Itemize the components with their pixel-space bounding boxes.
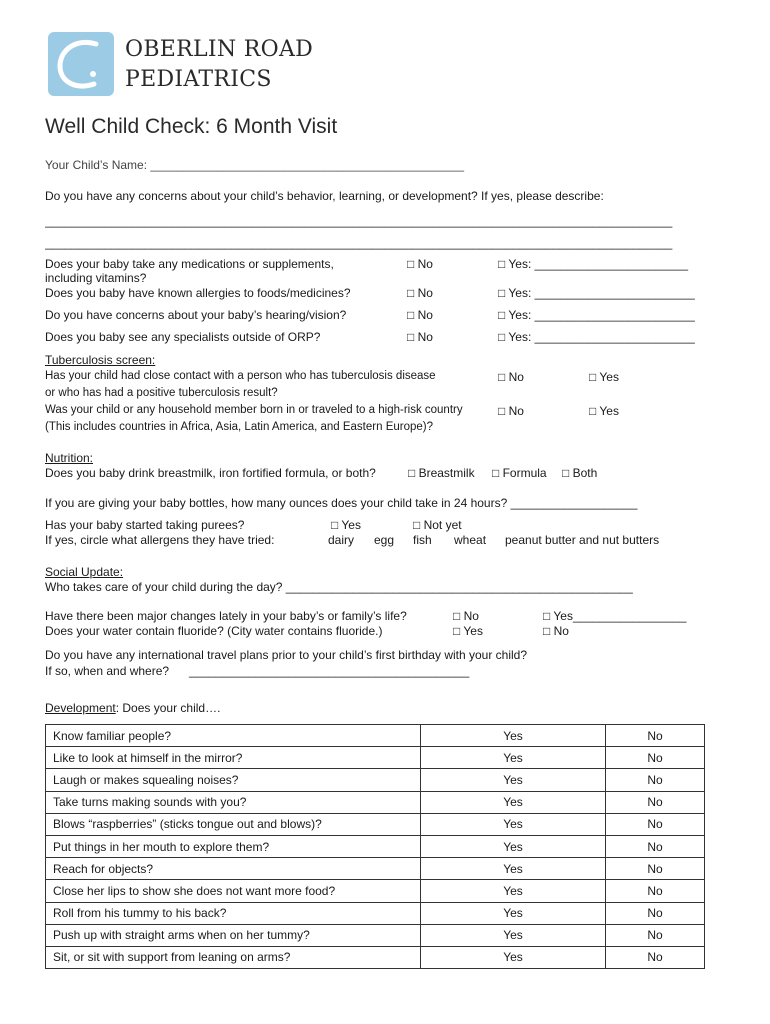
milestone-yes-option[interactable]: Yes xyxy=(421,902,606,924)
tb-travel-no-checkbox[interactable]: □ No xyxy=(498,404,524,418)
fluoride-no-checkbox[interactable]: □ No xyxy=(543,624,569,638)
page-title: Well Child Check: 6 Month Visit xyxy=(45,115,338,138)
milestone-no-option[interactable]: No xyxy=(606,791,705,813)
specialists-question: Does you baby see any specialists outside of ORP? xyxy=(45,330,321,344)
allergies-no-checkbox[interactable]: □ No xyxy=(407,286,433,300)
fluoride-yes-checkbox[interactable]: □ Yes xyxy=(453,624,483,638)
milestone-yes-option[interactable]: Yes xyxy=(421,791,606,813)
nutrition-question: Does you baby drink breastmilk, iron fortified formula, or both? xyxy=(45,466,376,480)
table-row xyxy=(46,725,705,747)
milestone-no-option[interactable]: No xyxy=(606,725,705,747)
milestone-yes-option[interactable]: Yes xyxy=(421,747,606,769)
breastmilk-checkbox[interactable]: □ Breastmilk xyxy=(408,466,475,480)
milestone-question: Like to look at himself in the mirror? xyxy=(46,747,421,769)
specialists-yes-checkbox[interactable]: □ Yes: ________________________ xyxy=(498,330,695,344)
purees-yes-checkbox[interactable]: □ Yes xyxy=(331,518,361,532)
medications-yes-checkbox[interactable]: □ Yes: _______________________ xyxy=(498,257,689,271)
milestone-question: Put things in her mouth to explore them? xyxy=(46,835,421,857)
tb-travel-yes-checkbox[interactable]: □ Yes xyxy=(589,404,619,418)
table-row xyxy=(46,791,705,813)
hearing-yes-checkbox[interactable]: □ Yes: ________________________ xyxy=(498,308,695,322)
development-heading: Development xyxy=(45,701,116,715)
tb-contact-question-cont: or who has had a positive tuberculosis result? xyxy=(45,387,278,399)
milestone-question: Reach for objects? xyxy=(46,858,421,880)
logo-text-line2: PEDIATRICS xyxy=(125,67,272,92)
milestone-no-option[interactable]: No xyxy=(606,858,705,880)
purees-question: Has your baby started taking purees? xyxy=(45,518,245,532)
milestone-yes-option[interactable]: Yes xyxy=(421,725,606,747)
concerns-line-2[interactable]: ______________________________________________________________________________________________ xyxy=(45,236,673,250)
milestone-question: Push up with straight arms when on her tummy? xyxy=(46,924,421,946)
tb-contact-question: Has your child had close contact with a person who has tuberculosis disease xyxy=(45,370,436,382)
milestone-no-option[interactable]: No xyxy=(606,835,705,857)
milestone-no-option[interactable]: No xyxy=(606,880,705,902)
nutrition-heading: Nutrition: xyxy=(45,451,94,465)
changes-no-checkbox[interactable]: □ No xyxy=(453,609,479,623)
milestone-question: Roll from his tummy to his back? xyxy=(46,902,421,924)
table-row xyxy=(46,835,705,857)
milestone-yes-option[interactable]: Yes xyxy=(421,946,606,968)
milestone-yes-option[interactable]: Yes xyxy=(421,813,606,835)
table-row xyxy=(46,858,705,880)
hearing-question: Do you have concerns about your baby’s hearing/vision? xyxy=(45,308,347,322)
milestone-yes-option[interactable]: Yes xyxy=(421,835,606,857)
child-name-label: Your Child’s Name: xyxy=(45,158,151,172)
allergen-nut-butters[interactable]: peanut butter and nut butters xyxy=(505,533,660,547)
milestone-question: Sit, or sit with support from leaning on arms? xyxy=(46,946,421,968)
milestone-question: Blows “raspberries” (sticks tongue out and blows)? xyxy=(46,813,421,835)
milestone-no-option[interactable]: No xyxy=(606,747,705,769)
concerns-line-1[interactable]: ______________________________________________________________________________________________ xyxy=(45,214,673,228)
allergen-egg[interactable]: egg xyxy=(374,533,395,547)
table-row xyxy=(46,946,705,968)
milestone-yes-option[interactable]: Yes xyxy=(421,924,606,946)
milestone-no-option[interactable]: No xyxy=(606,813,705,835)
fluoride-question: Does your water contain fluoride? (City water contains fluoride.) xyxy=(45,624,383,638)
table-row xyxy=(46,924,705,946)
milestone-question: Laugh or makes squealing noises? xyxy=(46,769,421,791)
travel-when-label: If so, when and where? xyxy=(45,664,170,678)
purees-not-yet-checkbox[interactable]: □ Not yet xyxy=(413,518,462,532)
milestone-yes-option[interactable]: Yes xyxy=(421,880,606,902)
concerns-question: Do you have any concerns about your child’s behavior, learning, or development? If yes, please describe: xyxy=(45,189,604,203)
milestone-no-option[interactable]: No xyxy=(606,769,705,791)
milestone-no-option[interactable]: No xyxy=(606,946,705,968)
medications-no-checkbox[interactable]: □ No xyxy=(407,257,433,271)
travel-when-line[interactable]: __________________________________________ xyxy=(189,664,470,678)
tb-travel-question-cont: (This includes countries in Africa, Asia, Latin America, and Eastern Europe)? xyxy=(45,421,434,433)
milestone-question: Close her lips to show she does not want more food? xyxy=(46,880,421,902)
table-row xyxy=(46,813,705,835)
both-checkbox[interactable]: □ Both xyxy=(562,466,598,480)
allergen-dairy[interactable]: dairy xyxy=(328,533,355,547)
allergen-wheat[interactable]: wheat xyxy=(454,533,487,547)
table-row xyxy=(46,747,705,769)
tb-contact-yes-checkbox[interactable]: □ Yes xyxy=(589,370,619,384)
caregiver-question[interactable]: Who takes care of your child during the day? ____________________________________________________ xyxy=(45,580,633,594)
child-name-line: _______________________________________________ xyxy=(150,158,465,172)
changes-yes-checkbox[interactable]: □ Yes_________________ xyxy=(543,609,687,623)
table-row xyxy=(46,769,705,791)
allergies-question: Does you baby have known allergies to foods/medicines? xyxy=(45,286,351,300)
allergen-fish[interactable]: fish xyxy=(413,533,432,547)
milestone-no-option[interactable]: No xyxy=(606,924,705,946)
allergens-question: If yes, circle what allergens they have tried: xyxy=(45,533,275,547)
tb-travel-question: Was your child or any household member born in or traveled to a high-risk country xyxy=(45,404,463,416)
allergies-yes-checkbox[interactable]: □ Yes: ________________________ xyxy=(498,286,695,300)
social-heading: Social Update: xyxy=(45,565,124,579)
medications-question-cont: including vitamins? xyxy=(45,271,147,285)
child-name-field[interactable] xyxy=(45,158,464,172)
tb-heading: Tuberculosis screen: xyxy=(45,353,156,367)
milestone-question: Know familiar people? xyxy=(46,725,421,747)
milestone-no-option[interactable]: No xyxy=(606,902,705,924)
development-heading-row xyxy=(45,701,220,715)
medications-question: Does your baby take any medications or supplements, xyxy=(45,257,334,271)
travel-question: Do you have any international travel plans prior to your child’s first birthday with your child? xyxy=(45,648,528,662)
development-table xyxy=(45,724,705,969)
table-row xyxy=(46,880,705,902)
formula-checkbox[interactable]: □ Formula xyxy=(492,466,547,480)
milestone-yes-option[interactable]: Yes xyxy=(421,769,606,791)
milestone-yes-option[interactable]: Yes xyxy=(421,858,606,880)
practice-logo-icon xyxy=(46,30,116,98)
specialists-no-checkbox[interactable]: □ No xyxy=(407,330,433,344)
milestone-question: Take turns making sounds with you? xyxy=(46,791,421,813)
changes-question: Have there been major changes lately in your baby’s or family’s life? xyxy=(45,609,407,623)
hearing-no-checkbox[interactable]: □ No xyxy=(407,308,433,322)
table-row xyxy=(46,902,705,924)
bottles-question[interactable]: If you are giving your baby bottles, how many ounces does your child take in 24 hours? ___________________ xyxy=(45,496,638,510)
development-subheading: : Does your child…. xyxy=(115,701,221,715)
logo-text-line1: OBERLIN ROAD xyxy=(125,37,314,62)
tb-contact-no-checkbox[interactable]: □ No xyxy=(498,370,524,384)
